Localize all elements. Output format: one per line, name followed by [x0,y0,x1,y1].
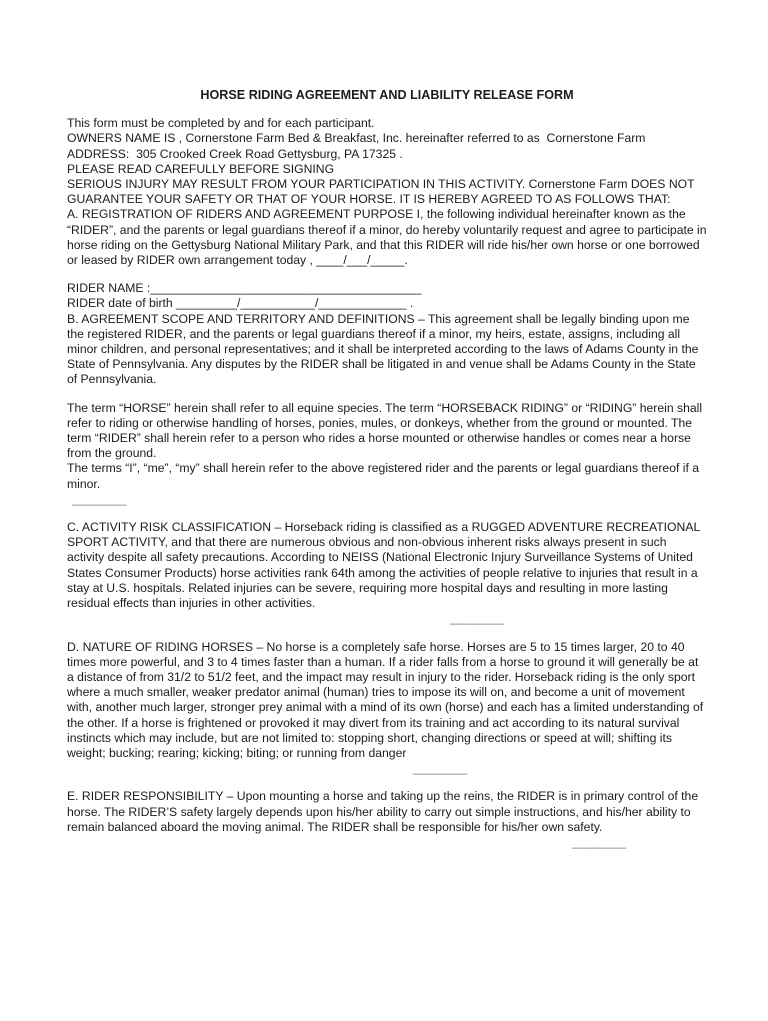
section-a-paragraph: A. REGISTRATION OF RIDERS AND AGREEMENT PURPOSE I, the following individual hereinafter known as the “RIDER”, and the parents or legal guardians thereof if a minor, do hereby voluntarily request and agree to participate in horse riding on the Gettysburg National Military Park, and that this RIDER will ride his/her own horse or one borrowed or leased by RIDER own arrangement today , ____/___/_____. [67,207,710,268]
initial-blank-definitions[interactable]: ________ [72,491,127,506]
agreement-document [67,88,710,850]
read-carefully-notice: PLEASE READ CAREFULLY BEFORE SIGNING [67,161,335,176]
rider-name-blank-field[interactable]: ________________________________________ [150,281,422,296]
intro-line-owners-name: OWNERS NAME IS , Cornerstone Farm Bed & Breakfast, Inc. hereinafter referred to as Cornerstone Farm [67,131,646,146]
rider-name-label: RIDER NAME : [67,281,151,296]
initial-blank-section-e[interactable]: ________ [572,834,627,849]
definitions-pronouns-paragraph: The terms “I”, “me”, “my” shall herein refer to the above registered rider and the parents or legal guardians thereof if a minor. [67,461,703,491]
intro-paragraph [67,116,707,162]
rider-info-block [67,281,707,311]
intro-line-participant: This form must be completed by and for each participant. [67,116,375,131]
initial-blank-section-d[interactable]: ________ [413,761,468,776]
section-d-block [67,640,707,777]
initial-blank-section-c[interactable]: ________ [450,611,505,626]
document-title: HORSE RIDING AGREEMENT AND LIABILITY RELEASE FORM [200,88,574,102]
section-b-paragraph: B. AGREEMENT SCOPE AND TERRITORY AND DEFINITIONS – This agreement shall be legally binding upon me the registered RIDER, and the parents or legal guardians thereof if a minor, my heirs, estate, assigns, including all minor children, and personal representatives; and it shall be interpreted according to the laws of Adams County in the State of Pennsylvania. Any disputes by the RIDER shall be litigated in and venue shall be Adams County in the State of Pennsylvania. [67,311,702,387]
rider-name-line [67,281,707,296]
section-e-paragraph: E. RIDER RESPONSIBILITY – Upon mounting a horse and taking up the reins, the RIDER is in primary control of the horse. The RIDER’S safety largely depends upon his/her ability to carry out simple instructions, and his/her ability to remain balanced aboard the moving animal. The RIDER shall be responsible for his/her own safety. [67,789,702,834]
definitions-terms-paragraph: The term “HORSE” herein shall refer to all equine species. The term “HORSEBACK RIDING” or “RIDING” herein shall refer to riding or otherwise handling of horses, ponies, mules, or donkeys, whether from the ground or mounted. The term “RIDER” shall herein refer to a person who rides a horse mounted or otherwise handles or comes near a horse from the ground. [67,400,706,461]
section-c-paragraph: C. ACTIVITY RISK CLASSIFICATION – Horseback riding is classified as a RUGGED ADVENTURE RECREATIONAL SPORT ACTIVITY, and that there are numerous obvious and non-obvious inherent risks always present in such activity despite all safety precautions. According to NEISS (National Electronic Injury Surveillance Systems of United States Consumer Products) horse activities rank 64th among the activities of people relative to injuries that result in a stay at U.S. hospitals. Related injuries can be severe, requiring more hospital days and resulting in more lasting residual effects than injuries in other activities. [67,520,704,611]
intro-line-address: ADDRESS: 305 Crooked Creek Road Gettysburg, PA 17325 . [67,146,403,161]
rider-dob-line[interactable]: RIDER date of birth _________/___________/_____________ . [67,296,414,311]
section-e-block [67,789,707,850]
definitions-block [67,401,707,507]
section-d-paragraph: D. NATURE OF RIDING HORSES – No horse is a completely safe horse. Horses are 5 to 15 times larger, 20 to 40 times more powerful, and 3 to 4 times faster than a human. If a rider falls from a horse to ground it will generally be at a distance of from 31/2 to 51/2 feet, and the impact may result in injury to the rider. Horseback riding is the only sport where a much smaller, weaker predator animal (human) tries to impose its will on, and become a unit of movement with, another much larger, stronger prey animal with a mind of its own (horse) and each has a limited understanding of the other. If a horse is frightened or provoked it may divert from its training and act according to its natural survival instincts which may include, but are not limited to: stopping short, changing directions or speed at will; shifting its weight; bucking; rearing; kicking; biting; or running from danger [67,639,707,760]
serious-injury-warning: SERIOUS INJURY MAY RESULT FROM YOUR PARTICIPATION IN THIS ACTIVITY. Cornerstone Farm DOES NOT GUARANTEE YOUR SAFETY OR THAT OF YOUR HORSE. IT IS HEREBY AGREED TO AS FOLLOWS THAT: [67,177,698,207]
section-c-block [67,520,707,626]
